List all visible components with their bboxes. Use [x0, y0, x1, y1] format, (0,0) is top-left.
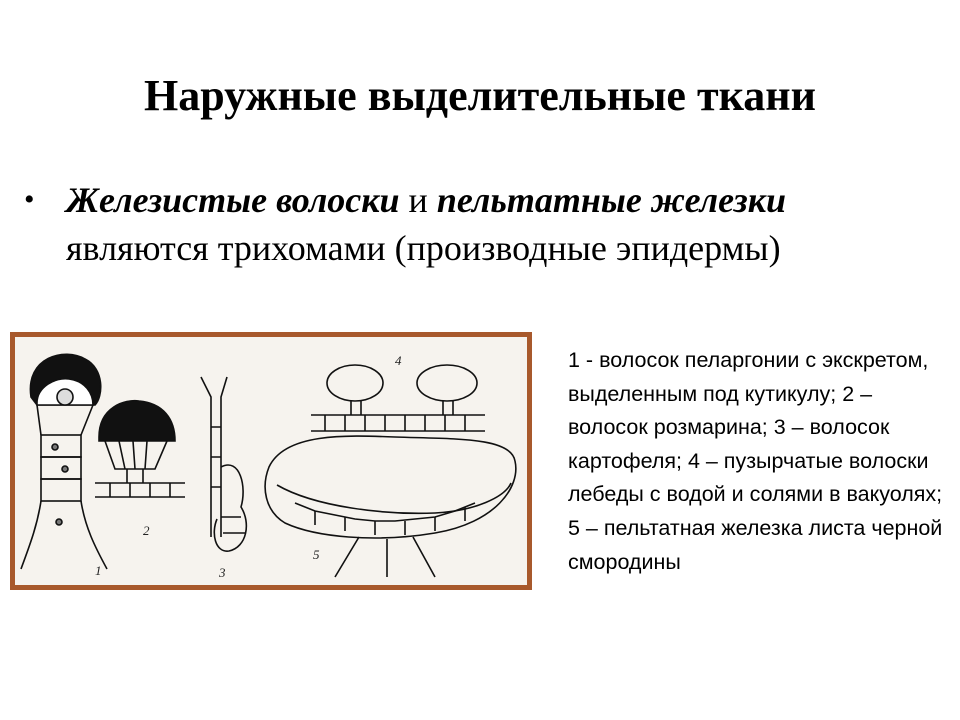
gland-5-drawing [265, 436, 516, 577]
figure-label-1: 1 [95, 563, 102, 578]
trichome-drawing [15, 337, 527, 585]
figure-caption: 1 - волосок пеларгонии с экскретом, выделенным под кутикулу; 2 – волосок розмарина; 3 – волосок картофеля; 4 – пузырчатые волоски лебеды с водой и солями в вакуолях; 5 – пельтатная железка листа черной смородины [568, 348, 943, 574]
bullet-text [66, 176, 944, 272]
trichome-illustration [10, 332, 532, 590]
figure-label-4: 4 [395, 353, 402, 368]
term-glandular-hairs: Железистые волоски [66, 180, 400, 220]
figure-label-2: 2 [143, 523, 150, 538]
term-peltate-glands: пельтатные железки [436, 180, 786, 220]
hair-2-drawing [95, 401, 185, 497]
bullet-rest-text: являются трихомами (производные эпидермы) [66, 228, 781, 268]
hair-1-drawing [21, 354, 107, 569]
bullet-item [24, 176, 944, 272]
figure-label-3: 3 [219, 565, 226, 580]
hair-3-drawing [201, 377, 246, 551]
figure-label-5: 5 [313, 547, 320, 562]
bullet-icon: • [24, 183, 35, 216]
connector-text: и [399, 180, 437, 220]
page-title: Наружные выделительные ткани [144, 71, 816, 120]
hair-4-drawing [311, 365, 485, 431]
